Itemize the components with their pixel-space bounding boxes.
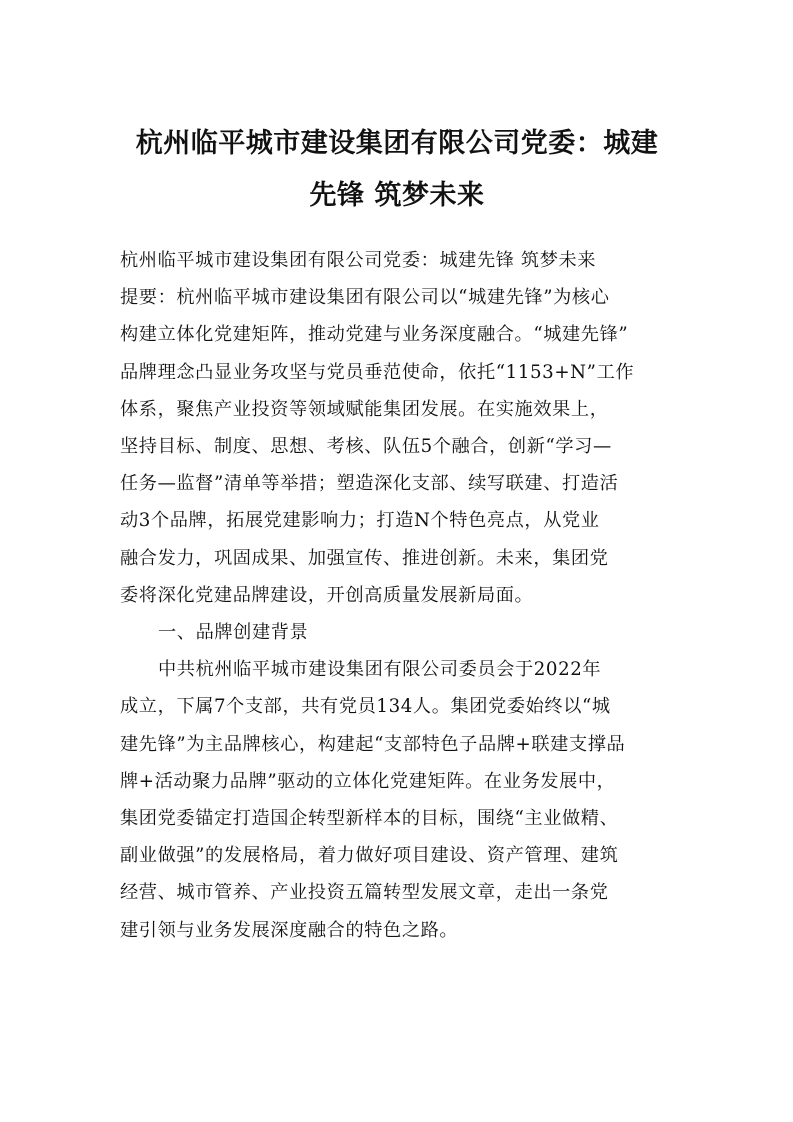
text-line: 中共杭州临平城市建设集团有限公司委员会于2022年	[158, 659, 602, 681]
section-paragraph	[120, 651, 674, 949]
text-line: 经营、城市管养、产业投资五篇转型发展文章，走出一条党	[120, 882, 609, 904]
text-line: 体系，聚焦产业投资等领域赋能集团发展。在实施效果上，	[120, 398, 609, 420]
text-line: 委将深化党建品牌建设，开创高质量发展新局面。	[120, 584, 534, 606]
document-title	[120, 118, 674, 222]
title-line: 杭州临平城市建设集团有限公司党委：城建	[135, 128, 659, 159]
text-line: 牌+活动聚力品牌”驱动的立体化党建矩阵。在业务发展中，	[120, 770, 616, 792]
text-line: 坚持目标、制度、思想、考核、队伍5个融合，创新“学习—	[120, 436, 612, 458]
text-line: 建先锋”为主品牌核心，构建起“支部特色子品牌+联建支撑品	[120, 733, 626, 755]
text-line: 品牌理念凸显业务攻坚与党员垂范使命，依托“1153+N”工作	[120, 361, 635, 383]
text-line: 建引领与业务发展深度融合的特色之路。	[120, 919, 459, 941]
text-line: 构建立体化党建矩阵，推动党建与业务深度融合。“城建先锋”	[120, 324, 629, 346]
abstract-paragraph	[120, 242, 674, 614]
text-line: 动3个品牌，拓展党建影响力；打造N个特色亮点，从党业	[120, 510, 600, 532]
text-line: 融合发力，巩固成果、加强宣传、推进创新。未来，集团党	[120, 547, 609, 569]
text-line: 任务—监督”清单等举措；塑造深化支部、续写联建、打造活	[120, 473, 619, 495]
title-line: 先锋 筑梦未来	[309, 180, 485, 211]
text-line: 杭州临平城市建设集团有限公司党委：城建先锋 筑梦未来	[120, 250, 597, 271]
text-line: 副业做强”的发展格局，着力做好项目建设、资产管理、建筑	[120, 845, 619, 867]
document-page	[120, 118, 674, 949]
section-heading: 一、品牌创建背景	[158, 622, 309, 644]
text-line: 提要：杭州临平城市建设集团有限公司以“城建先锋”为核心	[120, 287, 610, 309]
text-line: 成立，下属7个支部，共有党员134人。集团党委始终以“城	[120, 696, 611, 718]
text-line: 集团党委锚定打造国企转型新样本的目标，围绕“主业做精、	[120, 808, 619, 830]
